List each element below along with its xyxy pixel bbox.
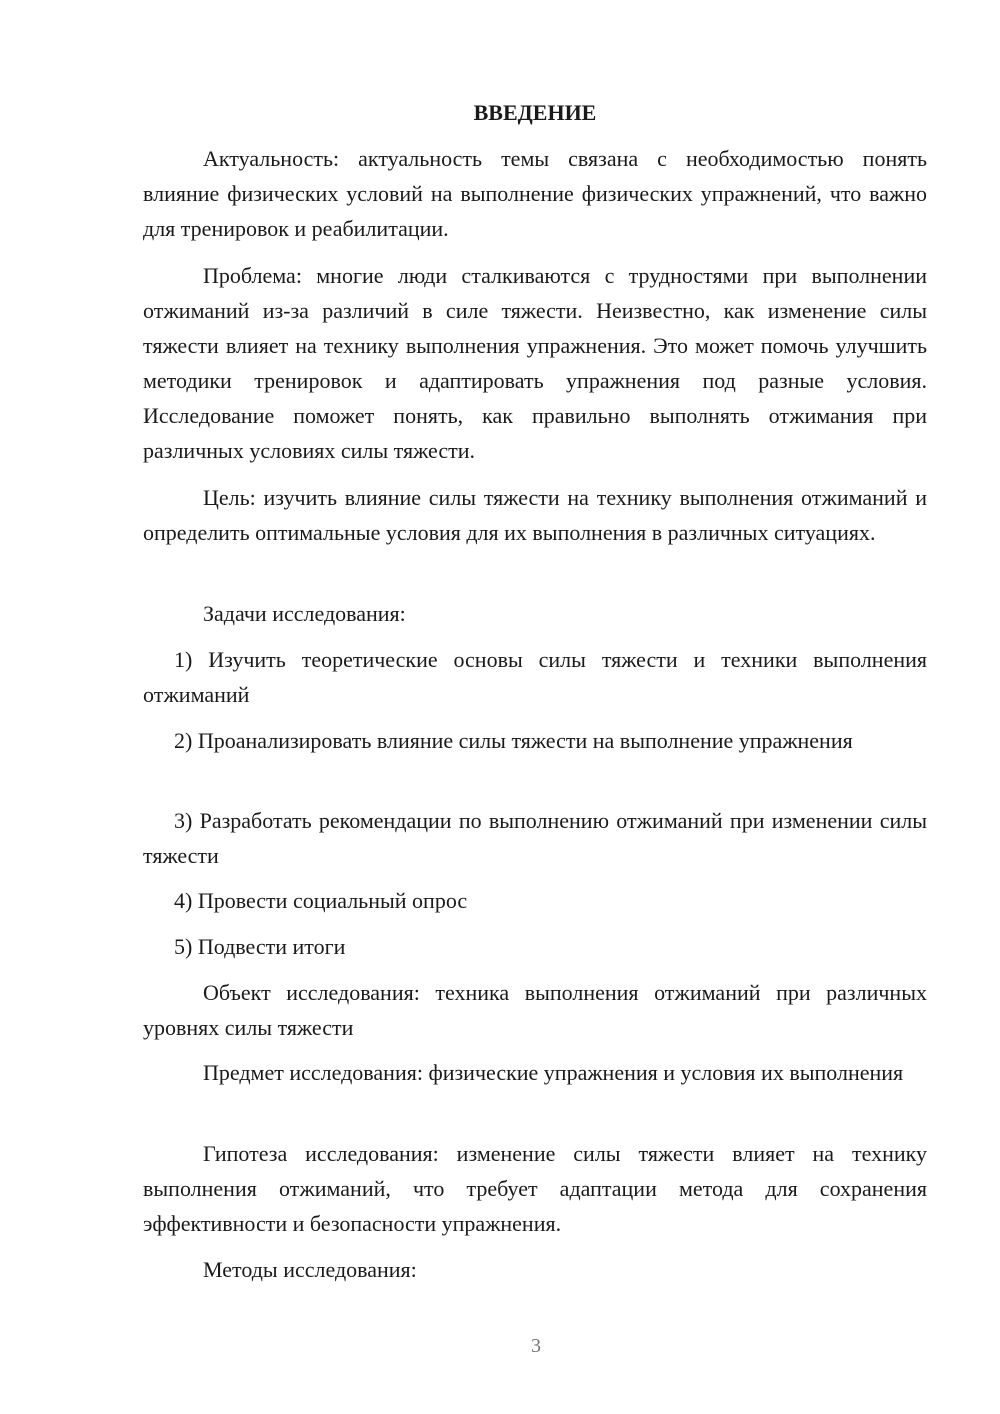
task-item-5: 5) Подвести итоги bbox=[174, 934, 346, 959]
paragraph-problem: Проблема: многие люди сталкиваются с трудностями при выполнении отжиманий из-за различий в силе тяжести. Неизвестно, как изменение силы тяжести влияет на технику выполнения упражнения. Это может помочь улучшить методики тренировок и адаптировать упражнения под разные условия. Исследование поможет понять, как правильно выполнять отжимания при различных условиях силы тяжести. bbox=[143, 263, 927, 463]
paragraph-tasks-title: Задачи исследования: bbox=[203, 601, 406, 626]
paragraph-object: Объект исследования: техника выполнения отжиманий при различных уровнях силы тяжести bbox=[143, 980, 927, 1040]
paragraph-subject: Предмет исследования: физические упражнения и условия их выполнения bbox=[203, 1060, 904, 1085]
page-heading: ВВЕДЕНИЕ bbox=[473, 100, 597, 125]
task-item-3: 3) Разработать рекомендации по выполнению отжиманий при изменении силы тяжести bbox=[143, 808, 927, 868]
paragraph-methods: Методы исследования: bbox=[203, 1257, 417, 1282]
task-item-4: 4) Провести социальный опрос bbox=[174, 888, 468, 913]
page-number: 3 bbox=[531, 1335, 541, 1357]
task-item-1: 1) Изучить теоретические основы силы тяжести и техники выполнения отжиманий bbox=[143, 647, 927, 707]
paragraph-relevance: Актуальность: актуальность темы связана с необходимостью понять влияние физических условий на выполнение физических упражнений, что важно для тренировок и реабилитации. bbox=[143, 146, 927, 241]
paragraph-hypothesis: Гипотеза исследования: изменение силы тяжести влияет на технику выполнения отжиманий, что требует адаптации метода для сохранения эффективности и безопасности упражнения. bbox=[143, 1141, 927, 1236]
paragraph-goal: Цель: изучить влияние силы тяжести на технику выполнения отжиманий и определить оптимальные условия для их выполнения в различных ситуациях. bbox=[143, 485, 927, 545]
task-item-2: 2) Проанализировать влияние силы тяжести на выполнение упражнения bbox=[174, 728, 853, 753]
